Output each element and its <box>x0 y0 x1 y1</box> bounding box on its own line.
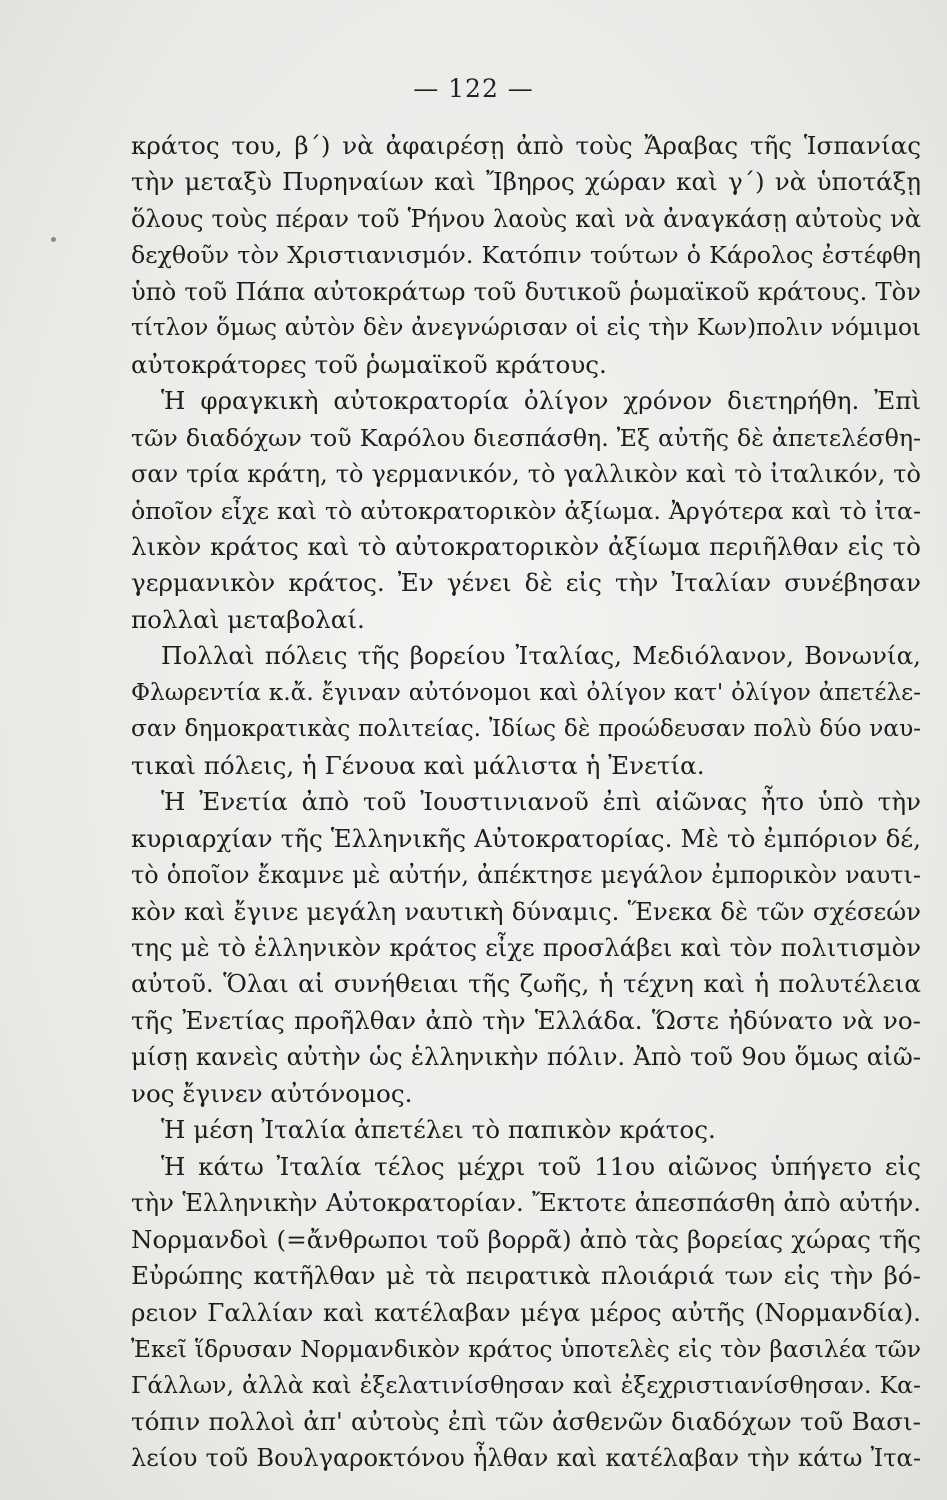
text-line: ὑπὸ τοῦ Πάπα αὐτοκράτωρ τοῦ δυτικοῦ ῥωμαϊκοῦ κράτους. Τὸν <box>131 277 921 306</box>
text-line: Πολλαὶ πόλεις τῆς βορείου Ἰταλίας, Μεδιόλανον, Βονωνία, <box>161 641 921 671</box>
text-line: τικαὶ πόλεις, ἡ Γένουα καὶ μάλιστα ἡ Ἐνετία. <box>131 750 705 780</box>
text-line: αὐτοκράτορες τοῦ ῥωμαϊκοῦ κράτους. <box>131 349 607 379</box>
text-line: τῆς Ἐνετίας προῆλθαν ἀπὸ τὴν Ἑλλάδα. Ὥστε ἠδύνατο νὰ νο- <box>131 1005 921 1035</box>
text-line: νος ἔγινεν αὐτόνομος. <box>131 1078 413 1108</box>
text-line: τόπιν πολλοὶ ἀπ' αὐτοὺς ἐπὶ τῶν ἀσθενῶν διαδόχων τοῦ Βασι- <box>131 1406 921 1436</box>
margin-speck <box>51 237 56 242</box>
text-line: πολλαὶ μεταβολαί. <box>131 604 365 634</box>
text-line: κράτος του, β΄) νὰ ἀφαιρέσῃ ἀπὸ τοὺς Ἄραβας τῆς Ἱσπανίας <box>131 131 921 160</box>
text-line: Ἡ μέση Ἰταλία ἀπετέλει τὸ παπικὸν κράτος. <box>161 1115 716 1145</box>
text-line: δεχθοῦν τὸν Χριστιανισμόν. Κατόπιν τούτων ὁ Κάρολος ἐστέφθη <box>131 241 921 270</box>
text-line: της μὲ τὸ ἑλληνικὸν κράτος εἶχε προσλάβει καὶ τὸν πολιτισμὸν <box>131 932 921 962</box>
text-line: Ἡ κάτω Ἰταλία τέλος μέχρι τοῦ 11ου αἰῶνος ὑπήγετο εἰς <box>161 1151 921 1181</box>
text-line: Ἡ Ἐνετία ἀπὸ τοῦ Ἰουστινιανοῦ ἐπὶ αἰῶνας ἦτο ὑπὸ τὴν <box>161 787 921 817</box>
text-line: Ἡ φραγκικὴ αὐτοκρατορία ὀλίγον χρόνον διετηρήθη. Ἐπὶ <box>161 386 921 416</box>
body-text <box>131 128 921 1477</box>
text-line: κὸν καὶ ἔγινε μεγάλη ναυτικὴ δύναμις. Ἕνεκα δὲ τῶν σχέσεών <box>131 896 921 926</box>
text-line: τῶν διαδόχων τοῦ Καρόλου διεσπάσθη. Ἐξ αὐτῆς δὲ ἀπετελέσθη- <box>131 423 921 452</box>
text-line: τὸ ὁποῖον ἔκαμνε μὲ αὐτήν, ἀπέκτησε μεγάλον ἐμπορικὸν ναυτι- <box>131 861 921 890</box>
text-line: σαν δημοκρατικὰς πολιτείας. Ἰδίως δὲ προώδευσαν πολὺ δύο ναυ- <box>131 715 921 743</box>
text-line: λείου τοῦ Βουλγαροκτόνου ἦλθαν καὶ κατέλαβαν τὴν κάτω Ἰτα- <box>131 1444 921 1473</box>
text-line: Νορμανδοὶ (=ἄνθρωποι τοῦ βορρᾶ) ἀπὸ τὰς βορείας χώρας τῆς <box>131 1224 921 1254</box>
text-line: ὁποῖον εἶχε καὶ τὸ αὐτοκρατορικὸν ἀξίωμα. Ἀργότερα καὶ τὸ ἰτα- <box>131 496 921 525</box>
text-line: γερμανικὸν κράτος. Ἐν γένει δὲ εἰς τὴν Ἰταλίαν συνέβησαν <box>131 568 921 598</box>
text-line: λικὸν κράτος καὶ τὸ αὐτοκρατορικὸν ἀξίωμα περιῆλθαν εἰς τὸ <box>131 531 921 561</box>
text-line: μίσῃ κανεὶς αὐτὴν ὡς ἑλληνικὴν πόλιν. Ἀπὸ τοῦ 9ου ὅμως αἰῶ- <box>131 1042 921 1072</box>
text-line: ρειον Γαλλίαν καὶ κατέλαβαν μέγα μέρος αὐτῆς (Νορμανδία). <box>131 1297 921 1327</box>
text-line: τὴν Ἑλληνικὴν Αὐτοκρατορίαν. Ἔκτοτε ἀπεσπάσθη ἀπὸ αὐτήν. <box>131 1188 921 1218</box>
text-line: Ἐκεῖ ἵδρυσαν Νορμανδικὸν κράτος ὑποτελὲς εἰς τὸν βασιλέα τῶν <box>131 1334 921 1363</box>
text-line: σαν τρία κράτη, τὸ γερμανικόν, τὸ γαλλικὸν καὶ τὸ ἰταλικόν, τὸ <box>131 460 921 489</box>
text-line: τίτλον ὅμως αὐτὸν δὲν ἀνεγνώρισαν οἱ εἰς τὴν Κων)πολιν νόμιμοι <box>131 315 921 342</box>
text-line: κυριαρχίαν τῆς Ἑλληνικῆς Αὐτοκρατορίας. Μὲ τὸ ἐμπόριον δέ, <box>131 823 921 853</box>
page-number: — 122 — <box>413 74 534 103</box>
text-line: αὐτοῦ. Ὅλαι αἱ συνήθειαι τῆς ζωῆς, ἡ τέχνη καὶ ἡ πολυτέλεια <box>131 969 921 999</box>
text-line: τὴν μεταξὺ Πυρηναίων καὶ Ἴβηρος χώραν καὶ γ΄) νὰ ὑποτάξῃ <box>131 167 921 197</box>
text-line: Εὐρώπης κατῆλθαν μὲ τὰ πειρατικὰ πλοιάριά των εἰς τὴν βό- <box>131 1261 921 1291</box>
text-line: Φλωρεντία κ.ἄ. ἔγιναν αὐτόνομοι καὶ ὀλίγον κατ' ὀλίγον ἀπετέλε- <box>131 678 921 706</box>
text-line: Γάλλων, ἀλλὰ καὶ ἐξελατινίσθησαν καὶ ἐξεχριστιανίσθησαν. Κα- <box>131 1371 921 1400</box>
text-line: ὅλους τοὺς πέραν τοῦ Ῥήνου λαοὺς καὶ νὰ ἀναγκάσῃ αὐτοὺς νὰ <box>131 204 921 233</box>
